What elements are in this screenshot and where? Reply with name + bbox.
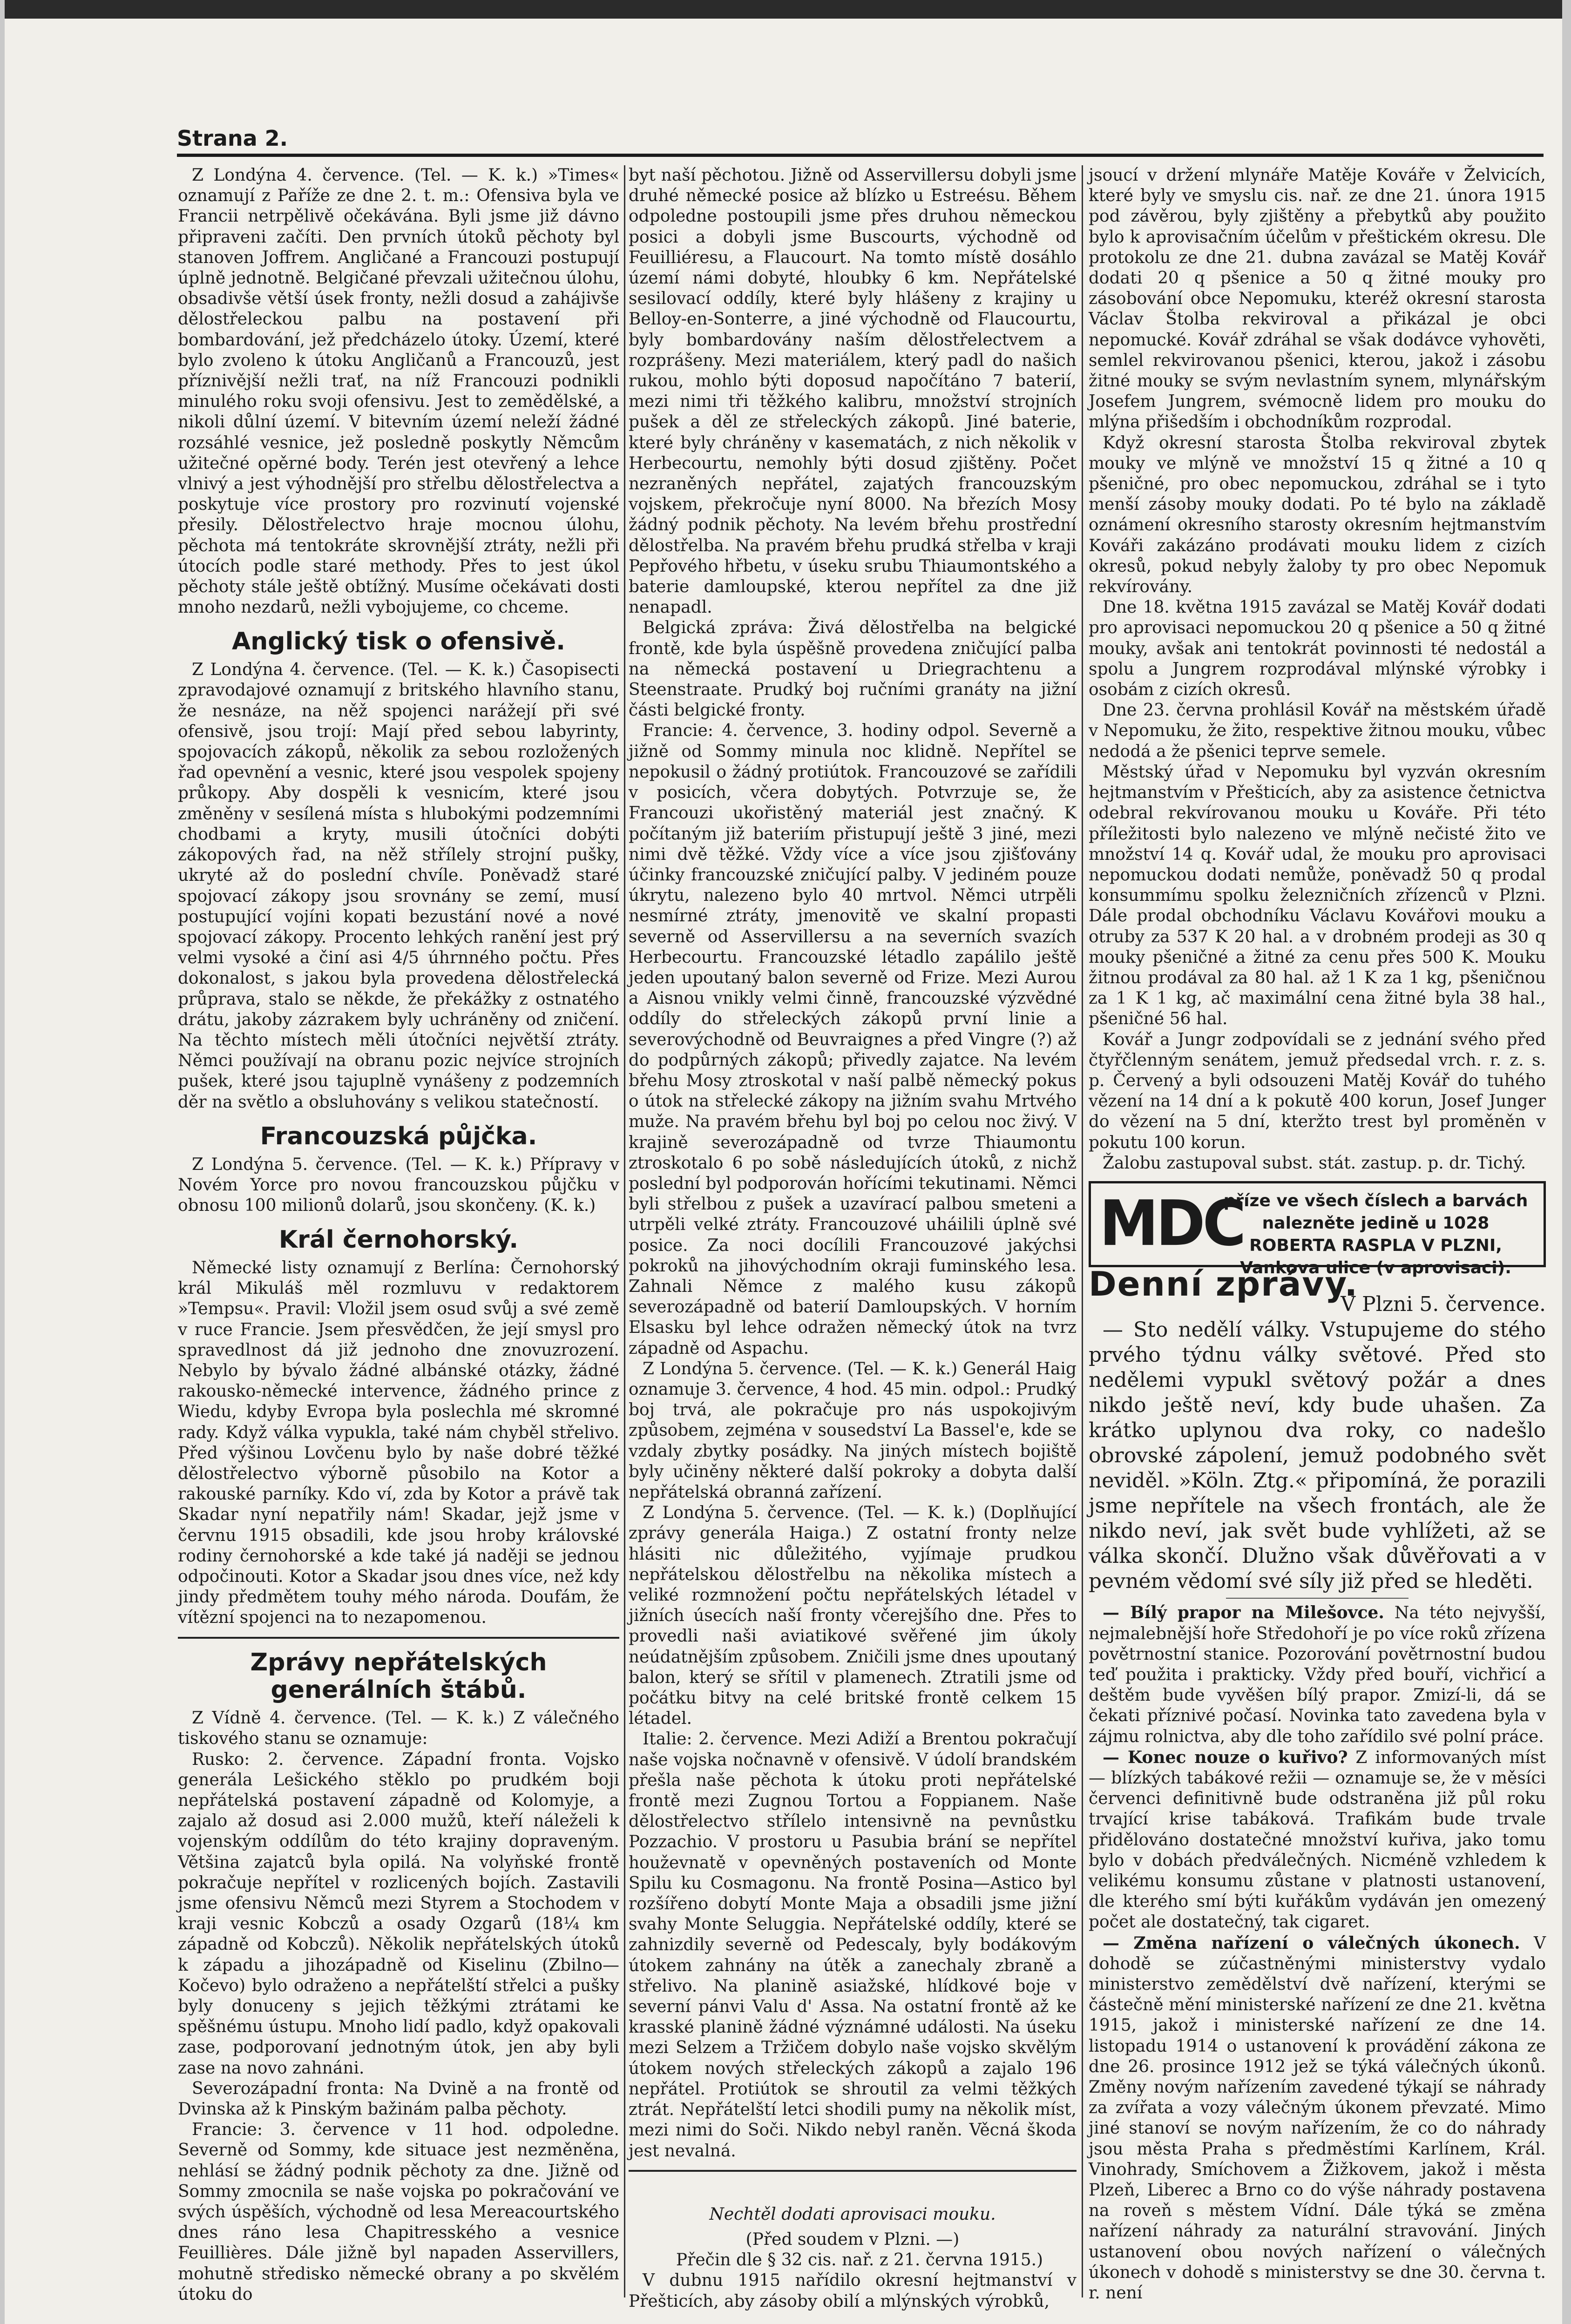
column-1 (178, 165, 619, 2304)
news-war-services (1089, 1933, 1546, 2304)
ad-line-4: Vankova ulice (v aprovisaci). (1240, 1258, 1511, 1277)
page-number-label: Strana 2. (177, 126, 288, 151)
header-rule (177, 154, 1544, 157)
news-tobacco (1089, 1747, 1546, 1933)
section-title-daily-news: Denní zprávy. (1089, 1264, 1359, 1304)
section-rule (178, 1637, 619, 1639)
advertisement-box (1089, 1181, 1546, 1277)
article-times: Z Londýna 4. července. (Tel. — K. k.) »Times« oznamují z Paříže ze dne 2. t. m.: Ofensiva byla ve Francii netrpělivě očekávána. Byli jsme již dávno připraveni začíti. Den prvních útoků pěchoty byl stanoven Joffrem. Angličané a Francouzi postupují úplně jednotně. Belgičané převzali užitečnou úlohu, obsadivše větší úsek fronty, nežli dosud a zahájivše dělostřeleckou palbu na postavení při bombardování, jež předcházelo útoky. Území, které bylo zvoleno k útoku Angličanů a Francouzů, jest příznivější nežli trať, na níž Francouzi podnikli minulého roku svoji ofensivu. Jest to zemědělské, a nikoli důlní území. V bitevním území neleží žádné rozsáhlé vesnice, jež posledně poskytly Němcům užitečné opěrné body. Terén jest otevřený a lehce vlnivý a jest výhodnější pro střelbu dělostřelectva a poskytuje více prostory pro rozvinutí vojenské přesily. Dělostřelectvo hraje mocnou úlohu, pěchota má tentokráte skrovnější ztráty, nežli při útocích podle staré methody. Přes to jest úkol pěchoty stále ještě obtížný. Musíme očekávati dosti mnoho nezdarů, nežli vybojujeme, co chceme. (178, 166, 619, 617)
court-headline: Nechtěl dodati aprovisaci mouku. (709, 2204, 996, 2224)
column-3 (1089, 165, 1546, 2303)
court-offense: Přečin dle § 32 cis. nař. z 21. června 1915.) (676, 2250, 1043, 2270)
article-haig-supplement: Z Londýna 5. července. (Tel. — K. k.) (Doplňující zprávy generála Haiga.) Z ostatní fronty nelze hlásiti nic důležitého, vyjímaje prudkou nepřátelskou dělostřelbu na několika místech a veliké rozmnožení počtu nepřátelských létadel v jižních úsecích naší fronty včerejšího dne. Přes to provedli naši aviatikové svěřené jim úkoly neúdatnějším způsobem. Zničili jsme dnes upoutaný balon, který se sřítil v plamenech. Ztratili jsme od počátku bitvy na celé britské frontě celkem 15 létadel. (629, 1503, 1077, 1729)
article-northwest-front: Severozápadní fronta: Na Dvině a na frontě od Dvinska až k Pinským bažinám palba pěchoty. (178, 2079, 619, 2119)
article-montenegro-king: Německé listy oznamují z Berlína: Černohorský král Mikuláš měl rozmluvu v redaktorem »Tempsu«. Pravil: Vložil jsem osud svůj a své země v ruce Francie. Jsem přesvědčen, že její smysl pro spravedlnost dá již jednoho dne znovuzrození. Nebylo by bývalo žádné albánské otázky, žádné rakousko-německé intervence, žádného prince z Wiedu, kdyby Evropa byla poslechla mé skromné rady. Když válka vypukla, také nám chyběl střelivo. Před výšinou Lovčenu bylo by naše dobré těžké dělostřelectvo výborně působilo na Kotor a rakouské parníky. Kdo ví, zda by Kotor a právě tak Skadar nyní nepatřily nám! Skadar, jejž jsme v červnu 1915 obsadili, kde jsou hroby královské rodiny černohorské a kde také já naději se jednou odpočinouti. Kotor a Skadar jsou dnes více, než kdy jindy předmětem touhy mého národa. Doufám, že vítězní spojenci na to nezapomenou. (178, 1258, 619, 1628)
headline-montenegro-king: Král černohorský. (278, 1226, 519, 1254)
court-article-p3: Dne 18. května 1915 zavázal se Matěj Kovář dodati pro aprovisaci nepomuckou 20 q pšenice a 50 q žitné mouky, avšak ani tentokrát povinnosti té nedostál a spolu a Jungrem rozprodával mlýnské výrobky i osobám z cizích okresů. (1089, 598, 1546, 700)
article-france-report: Francie: 3. července v 11 hod. odpoledne. Severně od Sommy, kde situace jest nezměněna, nehlásí se žádný podnik pěchoty za dne. Jižně od Sommy zmocnila se naše vojska po pokračování ve svých úspěších, východně od lesa Mereacourtského dnes ráno lesa Chapitresského a vesnice Feuillières. Dále jižně byl napaden Asservillers, mohutně středisko německé obrany a po skvělém útoku do (178, 2120, 619, 2304)
article-vienna-intro: Z Vídně 4. července. (Tel. — K. k.) Z válečného tiskového stanu se oznamuje: (178, 1709, 619, 1749)
article-haig-report: Z Londýna 5. července. (Tel. — K. k.) Generál Haig oznamuje 3. července, 4 hod. 45 min. odpol.: Prudký boj trvá, ale pokračuje pro nás uspokojivým způsobem, zejména v sousedství La Bassel'e, kde se vzdaly zbytky posádky. Na jiných místech bojiště byly učiněny některé další pokroky a dobyta další nepřátelská obranná zařízení. (629, 1359, 1077, 1502)
article-italy-report: Italie: 2. července. Mezi Adiží a Brentou pokračují naše vojska nočnavně v ofensivě. V údolí brandském přešla naše pěchota k útoku proti nepřátelské frontě mezi Zugnou Tortou a Foppianem. Naše dělostřelectvo střílelo intensivně na pevnůstku Pozzachio. V prostoru u Pasubia brání se nepřítel houževnatě v opevněných postaveních od Monte Spilu ku Cosmagonu. Na frontě Posina—Astico byl rozšířeno dobytí Monte Maja a obsadili jsme jižní svahy Monte Seluggia. Nepřátelské oddíly, které se zahnizdily severně od Pedescaly, byly bodákovým útokem zahnány na útěk a zanechaly zbraně a střelivo. Na planině asiažské, hlídkové boje v severní pánvi Valu d' Assa. Na ostatní frontě až ke krasské planině žádné význámné události. Na úseku mezi Selzem a Tržičem dobylo naše vojsko skvělým útokem nových střeleckých zákopů a zajalo 196 nepřátel. Protiútok se shroutil za velmi těžkých ztrát. Nepřátelští letci shodili pumy na několik míst, mezi nimi do Soči. Nikdo nebyl raněn. Věcná škoda jest nevalná. (629, 1729, 1077, 2161)
court-article-p5: Městský úřad v Nepomuku byl vyzván okresním hejtmanstvím v Přešticích, aby za asistence četnictva odebral rekvírovanou mouku u Kováře. Při této příležitosti bylo nalezeno ve mlýně nečisté žito ve množství 14 q. Kovář udal, že mouku pro aprovisaci nepomuckou dodati nemůže, poněvadž 50 q prodal konsummímu spolku železničních zřízenců v Plzni. Dále prodal obchodníku Václavu Kovářovi mouku a otruby za 537 K 20 hal. a v drobném prodeji as 30 q mouky pšeničné a žitné za cenu přes 500 K. Mouku žitnou prodával za 80 hal. až 1 K za 1 kg, pšeničnou za 1 K 1 kg, ač maximální cena žitné byla 38 hal., pšeničné 56 hal. (1089, 762, 1546, 1029)
headline-english-press: Anglický tisk o ofensivě. (231, 628, 565, 656)
advertisement-text (1214, 1190, 1537, 1279)
court-venue: (Před soudem v Plzni. —) (745, 2229, 960, 2249)
news-milesovka-title: — Bílý prapor na Milešovce. (1103, 1603, 1384, 1623)
news-dateline: V Plzni 5. července. (1341, 1292, 1546, 1317)
column-2 (629, 165, 1077, 2311)
court-article-verdict: Kovář a Jungr zodpovídali se z jednání svého před čtyřčlenným senátem, jemuž předsedal vrch. r. z. s. p. Červený a byli odsouzeni Matěj Kovář do tuhého vězení na 14 dní a k pokutě 400 korun, Josef Junger do vězení na 5 dní, kteržto trest byl proměněn v pokutu 100 korun. (1089, 1030, 1546, 1152)
news-milesovka (1089, 1602, 1546, 1747)
article-france-continued: byt naší pěchotou. Jižně od Asservillersu dobyli jsme druhé německé posice až blízko u Estreésu. Během odpoledne postoupili jsme přes druhou německou posici a dobyli jsme Buscourts, východně od Feuilliéresu, a Flaucourt. Na tomto místě dosáhlo území námi dobyté, hloubky 6 km. Nepřátelské sesilovací oddíly, které byly hlášeny z krajiny u Belloy-en-Sonterre, a jiné východně od Flaucourtu, byly bombardovány naším dělostřelectvem a rozprášeny. Mezi materiálem, který padl do našich rukou, mohlo býti doposud napočítáno 7 baterií, mezi nimi tři těžkého kalibru, množství strojních pušek a děl ze střeleckých zákopů. Jiné baterie, které byly chráněny v kasematách, z nich několik v Herbecourtu, nemohly býti dosud zjištěny. Počet nezraněných nepřátel, zajatých francouzským vojskem, překročuje nyní 8000. Na březích Mosy žádný podnik pěchoty. Na levém břehu prostřední dělostřelba. Na pravém břehu prudká střelba v kraji Pepřového hřbetu, v úseku srubu Thiaumontského a baterie damloupské, kterou nepřítel za dne již nenapadl. (629, 166, 1077, 617)
ad-line-1: příze ve všech číslech a barvách (1223, 1191, 1528, 1210)
court-article-p4: Dne 23. června prohlásil Kovář na městském úřadě v Nepomuku, že žito, respektive žitnou mouku, vůbec nedodá a že pšenici teprve semele. (1089, 701, 1546, 761)
news-separator (1226, 1598, 1409, 1599)
section-rule (629, 2170, 1077, 2172)
news-hundred-weeks: — Sto nedělí války. Vstupujeme do stého prvého týdnu války světové. Před sto nedělemi vypukl světový požár a dnes nikdo ještě neví, kdy bude uhašen. Za krátko uplynou dva roky, co nadešlo obrovské zápolení, jemuž podobného svět neviděl. »Köln. Ztg.« připomíná, že porazili jsme nepřítele na všech frontách, ale že nikdo neví, jak svět bude vyhlížeti, až se válka skončí. Dlužno však důvěřovati a v pevném vědomí své síly již před se hleděti. (1089, 1318, 1546, 1594)
column-rule-1 (624, 165, 625, 2297)
article-french-loan: Z Londýna 5. července. (Tel. — K. k.) Přípravy v Novém Yorce pro novou francouzskou půjčku v obnosu 100 milionů dolarů, jsou skončeny. (K. k.) (178, 1155, 619, 1215)
court-article-prosecutor: Žalobu zastupoval subst. stát. zastup. p. dr. Tichý. (1103, 1153, 1526, 1173)
article-belgian-report: Belgická zpráva: Živá dělostřelba na belgické frontě, kde byla úspěšně provedena zničující palba na německá postavení u Driegrachtenu a Steenstraate. Prudký boj ručními granáty na jižní části belgické fronty. (629, 618, 1077, 720)
article-russia-report: Rusko: 2. července. Západní fronta. Vojsko generála Lešického stěklo po prudkém boji nepřátelská postavení západně od Kolomyje, a zajalo až dosud asi 2.000 mužů, kteří náleželi k vojenským oddílům do této krajiny dopraveným. Většina zajatců byla opilá. Na volyňské frontě pokračuje nepřítel v rozlicených bojích. Zastavili jsme ofensivu Němců mezi Styrem a Stochodem v kraji vesnic Kobczů a osady Ozgarů (18¼ km západně od Kobczů). Několik nepřátelských útoků k západu a jihozápadně od Kiselinu (Zbilno—Kočevo) bylo odraženo a nepřátelští střelci a pušky byly donuceny s jejich těžkými ztrátami ke spěšnému ústupu. Mnoho lidí padlo, když opakovali zase, podporovaní jednotným útok, jen aby byli zase na novo zahnáni. (178, 1750, 619, 2078)
news-tobacco-text: Z informovaných míst — blízkých tabákové režii — oznamuje se, že v měsíci červenci definitivně bude odstraněna již půl roku trvající krise tabáková. Trafikám bude trvale přidělováno dostatečné množství kuřiva, jako tomu bylo v dobách předválečných. Nicméně vzhledem k velikému konsumu zůstane v platnosti ustanovení, dle kterého smí býti kuřákům vydáván jen omezený počet ale dostatečný, tak cigaret. (1089, 1748, 1546, 1932)
headline-french-loan: Francouzská půjčka. (260, 1122, 537, 1150)
article-france-july4: Francie: 4. července, 3. hodiny odpol. Severně a jižně od Sommy minula noc klidně. Nepřítel se nepokusil o žádný protiútok. Francouzové se zařídili v posicích, včera dobytých. Potvrzuje se, že Francouzi ukořistěný materiál jest značný. K počítaným již bateriím přistupují ještě 3 jiné, mezi nimi dvě těžké. Vždy více a více jsou zjišťovány účinky francouzské zničující palby. V jediném pouze úkrytu, nalezeno bylo 40 mrtvol. Němci utrpěli nesmírné ztráty, jmenovitě ve skalní propasti severně od Asservillersu a na severních svazích Herbecourtu. Francouzské létadlo zapálilo ještě jeden upoutaný balon severně od Frize. Mezi Aurou a Aisnou vnikly velmi činně, francouzské výzvědné oddíly do střeleckých zákopů první linie a severovýchodně od Beuvraignes a před Vingre (?) až do podpůrných zákopů; přivedly zajatce. Na levém břehu Mosy ztroskotal v naší palbě německý pokus o útok na střelecké zákopy na jižním svahu Mrtvého muže. Na pravém břehu byl boj po celou noc živý. V krajině severozápadně od tvrze Thiaumontu ztroskotalo 6 po sobě následujících útoků, z nichž poslední byl podporován hořícími tekutinami. Němci byli střelbou z pušek a uzavírací palbou smeteni a utrpěli velké ztráty. Francouzové uháilili úplně své posice. Za noci docílili Francouzové jakýchsi pokroků na jihovýchodním okraji fuminského lesa. Zahnali Němce z malého kusu zákopů severozápadně od baterií Damloupských. V horním Elsasku byl lehce odražen německý útok na tvrz západně od Aspachu. (629, 721, 1077, 1358)
headline-enemy-staff-reports: Zprávy nepřátelských generálních štábů. (250, 1648, 547, 1704)
scan-top-edge (5, 0, 1562, 19)
court-article-start: V dubnu 1915 nařídilo okresní hejtmanství v Přešticích, aby zásoby obilí a mlýnských výrobků, (629, 2271, 1077, 2311)
advertisement-logo: MDC (1099, 1187, 1244, 1260)
news-milesovka-text: Na této nejvyšší, nejmalebnější hoře Středohoří je po více roků zřízena povětrnostní stanice. Pozorování povětrnostní budou teď použita i prakticky. Vždy před bouří, vichřicí a deštěm bude vyvěšen bílý prapor. Zmizí-li, dá se čekati příznivé počasí. Novinka tato zavedena byla v zájmu rolnictva, aby dle toho zařídilo své polní práce. (1089, 1603, 1546, 1746)
ad-line-2: nalezněte jedině u 1028 (1262, 1213, 1490, 1233)
article-english-press: Z Londýna 4. července. (Tel. — K. k.) Časopisecti zpravodajové oznamují z britského hlavního stanu, že nesnáze, na něž spojenci narážejí při své ofensivě, jsou trojí: Mají před sebou labyrinty, spojovacích zákopů, několik za sebou rozložených řad opevnění a vesnic, které jsou vespolek spojeny průkopy. Aby dospěli k vesnicím, které jsou změněny v sesílená místa s hlubokými podzemními chodbami a kryty, musili útočníci dobýti zákopových řad, na něž střílely strojní pušky, ukryté až do poslední chvíle. Poněvadž staré spojovací zákopy jsou srovnány se zemí, musí postupující vojíni kopati bezustání nové a nové spojovací zákopy. Procento lehkých ranění jest prý velmi vysoké a činí asi 4/5 úhrnného počtu. Přes dokonalost, s jakou byla provedena dělostřelecká průprava, stalo se někde, že překážky z ostnatého drátu, jakoby zázrakem byly uchráněny od zničení. Na těchto místech měli útočníci největší ztráty. Němci používají na obranu pozic nejvíce strojních pušek, které jsou tajuplně vynášeny z podzemních děr na světlo a obsluhovány s velikou statečností. (178, 660, 619, 1112)
news-war-services-title: — Změna nařízení o válečných úkonech. (1103, 1933, 1520, 1953)
news-war-services-text: V dohodě se zúčastněnými ministerstvy vydalo ministerstvo zemědělství dvě nařízení, kterými se částečně mění ministerské nařízení ze dne 21. května 1915, jakož i ministerské nařízení ze dne 14. listopadu 1914 o ustanovení k provádění zákona ze dne 26. prosince 1912 jež se týká válečných úkonů. Změny novým nařízením zavedené týkají se náhrady za zvířata a vozy válečným úkonem převzaté. Mimo jiné stanoví se novým nařízením, že co do náhrady jsou města Praha s předměstími Karlínem, Král. Vinohrady, Smíchovem a Žižkovem, jakož i města Plzeň, Liberec a Brno co do výše náhrady postavena na roveň s městem Vídní. Dále týká se změna nařízení náhrady za naturální stravování. Jiných ustanovení obou nových nařízení o válečných úkonech v dohodě s ministerstvy se dne 30. června t. r. není (1089, 1933, 1546, 2303)
column-rule-2 (1082, 165, 1083, 2297)
newspaper-page (5, 0, 1562, 2324)
news-tobacco-title: — Konec nouze o kuřivo? (1103, 1747, 1348, 1767)
court-article-p2: Když okresní starosta Štolba rekviroval zbytek mouky ve mlýně ve množství 15 q žitné a 10 q pšeničné, pro obec nepomuckou, zdráhal se i tyto menší zásoby mouky dodati. Po té bylo na základě oznámení okresního starosty okresním hejtmanstvím Kováři zakázáno prodávati mouku lidem z cizích okresů, pokud nebyly žaloby ty pro obec Nepomuk rekvírovány. (1089, 433, 1546, 597)
court-article-continued: jsoucí v držení mlynáře Matěje Kováře v Želvicích, které byly ve smyslu cis. nař. ze dne 21. února 1915 pod závěrou, byly zjištěny a přebytků aby použito bylo k aprovisačním účelům v přeštickém okresu. Dle protokolu ze dne 21. dubna zavázal se Matěj Kovář dodati 20 q pšenice a 50 q žitné mouky pro zásobování obce Nepomuku, kteréž okresní starosta Václav Štolba rekviroval a přikázal je obci nepomucké. Kovář zdráhal se však dodávce vyhověti, semlel rekvirovanou pšenici, kterou, jakož i zásobu žitné mouky se svým nevlastním synem, mlynářským Josefem Jungrem, svémocně lidem pro mouku do mlýna přišedším i obchodníkům rozprodal. (1089, 166, 1546, 432)
ad-line-3: ROBERTA RASPLA V PLZNI, (1249, 1236, 1502, 1255)
